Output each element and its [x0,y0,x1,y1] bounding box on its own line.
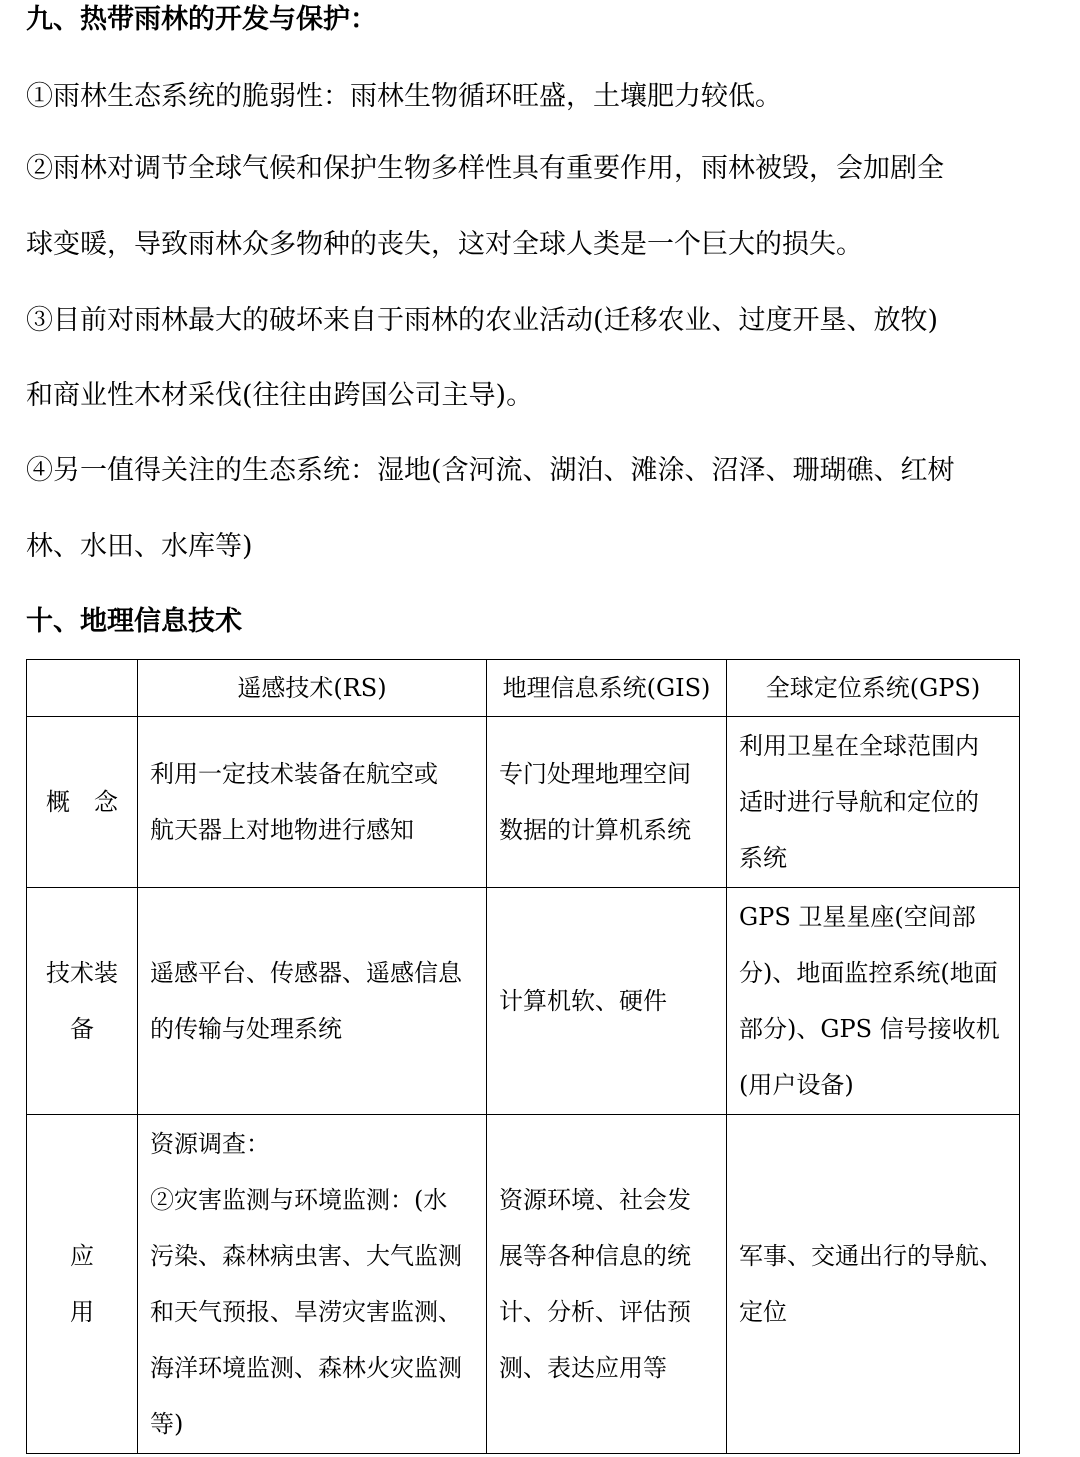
cell-rs-concept [138,717,487,888]
cell-line: 计算机软、硬件 [499,987,667,1015]
cell-line: 资源调查： [150,1130,270,1158]
cell-line: 专门处理地理空间 [499,760,691,788]
header-cell-gps: 全球定位系统(GPS) [727,660,1020,717]
cell-line: 遥感平台、传感器、遥感信息 [150,959,462,987]
section-10-heading: 十、地理信息技术 [26,606,242,637]
paragraph-line: ④另一值得关注的生态系统：湿地(含河流、湖泊、滩涂、沼泽、珊瑚礁、红树 [26,455,955,486]
header-cell-gis: 地理信息系统(GIS) [487,660,727,717]
cell-line: (用户设备) [739,1071,854,1099]
paragraph-line: ③目前对雨林最大的破坏来自于雨林的农业活动(迁移农业、过度开垦、放牧) [26,305,939,336]
cell-line: 用 [70,1298,94,1326]
cell-line: 应 [70,1242,94,1270]
cell-line: 航天器上对地物进行感知 [150,816,414,844]
cell-line: 系统 [739,844,787,872]
cell-line: 备 [70,1015,94,1043]
section-9-heading: 九、热带雨林的开发与保护： [26,4,377,35]
paragraph-line: ①雨林生态系统的脆弱性：雨林生物循环旺盛，土壤肥力较低。 [26,81,782,112]
table-header-row [27,660,1020,717]
paragraph-line: 球变暖，导致雨林众多物种的丧失，这对全球人类是一个巨大的损失。 [26,229,863,260]
cell-line: 分)、地面监控系统(地面 [739,959,998,987]
cell-gis-application [487,1115,727,1454]
cell-line: 概 念 [46,788,118,816]
row-label-concept [27,717,138,888]
table-row-concept [27,717,1020,888]
cell-gps-concept [727,717,1020,888]
cell-rs-application [138,1115,487,1454]
cell-line: 技术装 [46,959,118,987]
cell-line: 海洋环境监测、森林火灾监测 [150,1354,462,1382]
cell-line: 利用一定技术装备在航空或 [150,760,438,788]
header-cell-empty [27,660,138,717]
cell-gps-equipment [727,888,1020,1115]
cell-line: 污染、森林病虫害、大气监测 [150,1242,462,1270]
cell-line: 部分)、GPS 信号接收机 [739,1015,1000,1043]
geo-tech-table [26,659,1020,1454]
paragraph-line: 和商业性木材采伐(往往由跨国公司主导)。 [26,380,534,411]
cell-line: 资源环境、社会发 [499,1186,691,1214]
cell-line: 数据的计算机系统 [499,816,691,844]
cell-gis-equipment [487,888,727,1115]
cell-line: 展等各种信息的统 [499,1242,691,1270]
cell-line: 利用卫星在全球范围内 [739,732,979,760]
cell-gis-concept [487,717,727,888]
cell-line: 定位 [739,1298,787,1326]
cell-line: 军事、交通出行的导航、 [739,1242,1003,1270]
header-cell-rs: 遥感技术(RS) [138,660,487,717]
cell-line: 计、分析、评估预 [499,1298,691,1326]
cell-line: GPS 卫星星座(空间部 [739,903,976,931]
row-label-application [27,1115,138,1454]
cell-line: ②灾害监测与环境监测：(水 [150,1186,448,1214]
cell-line: 等) [150,1410,184,1438]
row-label-equipment [27,888,138,1115]
table-row-application [27,1115,1020,1454]
cell-line: 适时进行导航和定位的 [739,788,979,816]
table-row-equipment [27,888,1020,1115]
paragraph-line: 林、水田、水库等) [26,531,253,562]
cell-line: 的传输与处理系统 [150,1015,342,1043]
paragraph-line: ②雨林对调节全球气候和保护生物多样性具有重要作用，雨林被毁，会加剧全 [26,153,944,184]
cell-gps-application [727,1115,1020,1454]
cell-rs-equipment [138,888,487,1115]
cell-line: 和天气预报、旱涝灾害监测、 [150,1298,462,1326]
cell-line: 测、表达应用等 [499,1354,667,1382]
